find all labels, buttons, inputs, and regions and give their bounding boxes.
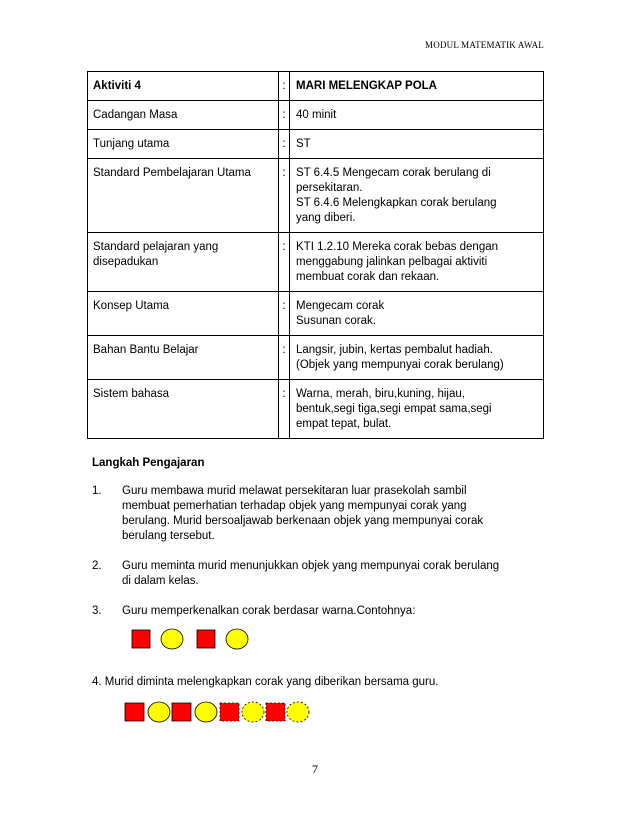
yellow-circle-shape [195,702,217,722]
table-row [88,336,544,380]
step-number: 3. [92,605,102,617]
row-label [88,233,279,292]
red-square-shape [132,630,150,648]
row-separator: : [279,292,290,336]
list-item [92,604,542,619]
row-value [290,336,544,380]
table-row [88,72,544,101]
row-separator: : [279,72,290,101]
row-separator: : [279,233,290,292]
step-number: 2. [92,560,102,572]
row-label: Standard Pembelajaran Utama [88,159,279,233]
yellow-circle-shape [148,702,170,722]
step-line: berulang tersebut. [122,530,215,542]
row-value [290,233,544,292]
value-line: yang diberi. [296,212,356,224]
row-separator: : [279,336,290,380]
color-pattern-example [130,627,270,651]
table-row [88,101,544,130]
value-line: persekitaran. [296,182,363,194]
label-line: disepadukan [93,256,159,268]
row-separator: : [279,130,290,159]
red-square-dashed-shape [220,703,239,721]
value-line: 40 minit [296,109,337,121]
row-value [290,72,544,101]
step-line: di dalam kelas. [122,575,199,587]
step-number: 1. [92,485,102,497]
page-number: 7 [312,762,318,776]
red-square-shape [172,703,191,721]
table-row [88,380,544,439]
red-square-dashed-shape [266,703,285,721]
yellow-circle-shape [226,629,248,649]
value-line: KTI 1.2.10 Mereka corak bebas dengan [296,241,499,253]
value-line: Langsir, jubin, kertas pembalut hadiah. [296,344,493,356]
activity-info-table [87,71,544,439]
table-row [88,233,544,292]
pattern-to-complete [124,700,314,724]
value-line: membuat corak dan rekaan. [296,271,440,283]
row-label: Cadangan Masa [88,101,279,130]
row-label: Tunjang utama [88,130,279,159]
table-row [88,292,544,336]
yellow-circle-shape [161,629,183,649]
value-line: ST [296,138,311,150]
row-value [290,130,544,159]
list-item [92,484,542,544]
step-text [122,484,542,544]
value-line: (Objek yang mempunyai corak berulang) [296,359,504,371]
row-label: Aktiviti 4 [88,72,279,101]
page-header: MODUL MATEMATIK AWAL [425,40,544,50]
step-line: Guru membawa murid melawat persekitaran luar prasekolah sambil [122,485,467,497]
table-row [88,159,544,233]
list-item [92,559,542,589]
value-line: MARI MELENGKAP POLA [296,80,437,92]
step-line: Guru meminta murid menunjukkan objek yang mempunyai corak berulang [122,560,500,572]
yellow-circle-dashed-shape [287,702,309,722]
row-value [290,101,544,130]
row-value [290,292,544,336]
yellow-circle-dashed-shape [242,702,264,722]
teaching-steps [92,484,542,634]
red-square-shape [125,703,144,721]
step-line: membuat pemerhatian terhadap objek yang mempunyai corak yang [122,500,467,512]
label-line: Standard pelajaran yang [93,241,219,253]
row-separator: : [279,380,290,439]
value-line: Warna, merah, biru,kuning, hijau, [296,388,465,400]
section-title: Langkah Pengajaran [92,457,205,469]
row-separator: : [279,159,290,233]
step-four: 4. Murid diminta melengkapkan corak yang diberikan bersama guru. [92,676,439,688]
value-line: ST 6.4.5 Mengecam corak berulang di [296,167,491,179]
value-line: bentuk,segi tiga,segi empat sama,segi [296,403,492,415]
row-label: Sistem bahasa [88,380,279,439]
value-line: menggabung jalinkan pelbagai aktiviti [296,256,488,268]
row-separator: : [279,101,290,130]
step-line: Guru memperkenalkan corak berdasar warna.Contohnya: [122,605,416,617]
row-label: Konsep Utama [88,292,279,336]
step-text [122,559,542,589]
value-line: empat tepat, bulat. [296,418,392,430]
step-text [122,604,542,619]
row-value [290,380,544,439]
row-value [290,159,544,233]
red-square-shape [197,630,215,648]
step-line: berulang. Murid bersoaljawab berkenaan objek yang mempunyai corak [122,515,484,527]
value-line: Susunan corak. [296,315,376,327]
row-label: Bahan Bantu Belajar [88,336,279,380]
table-row [88,130,544,159]
value-line: Mengecam corak [296,300,385,312]
value-line: ST 6.4.6 Melengkapkan corak berulang [296,197,497,209]
